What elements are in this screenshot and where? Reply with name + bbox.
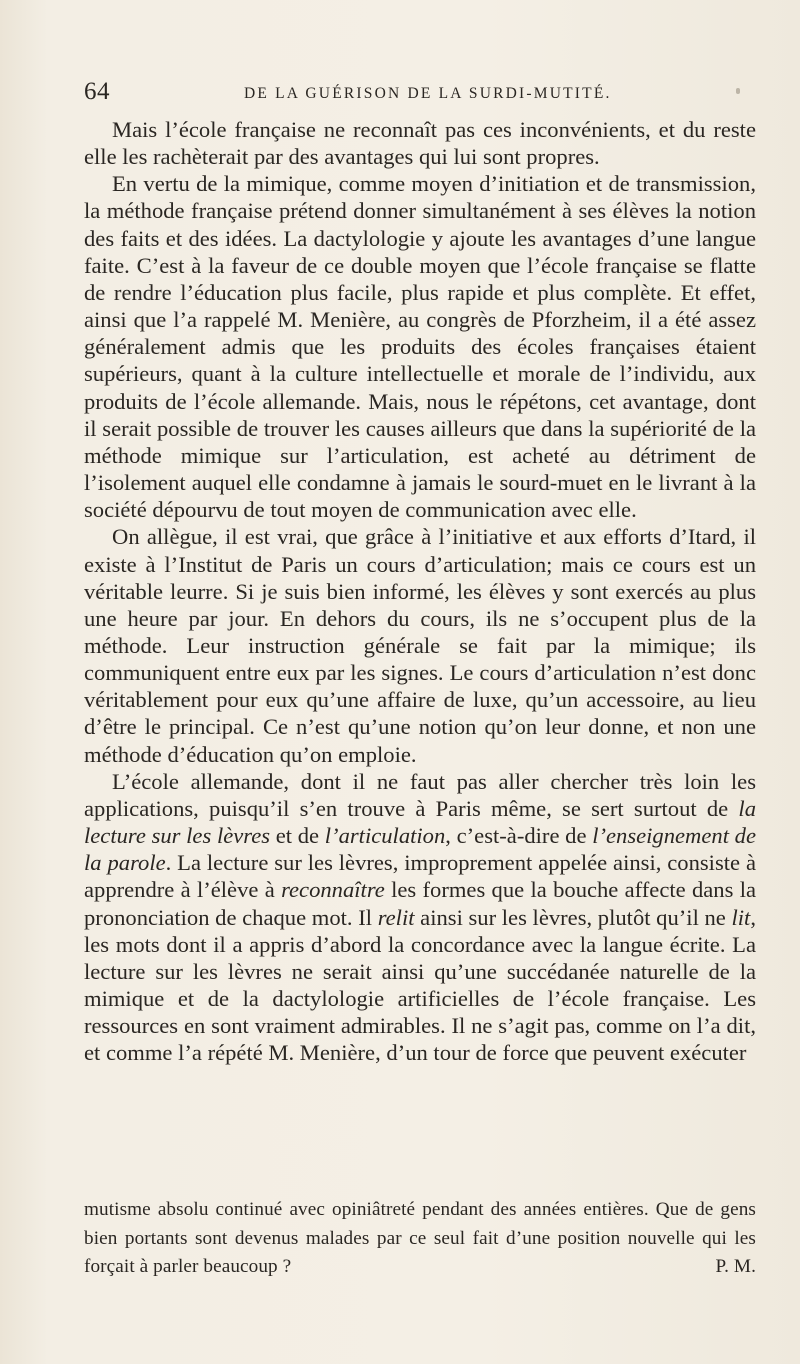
text-run: On allègue, il est vrai, que grâce à l’initiative et aux efforts d’Itard, il existe à l’Institut de Paris un cours d’articulation; mais ce cours est un véritable leurre. Si je suis bien informé, les élèves y sont exercés au plus une heure par jour. En dehors du cours, ils ne s’occupent plus de la méthode. Leur instruction générale se fait par la mimique; ils communiquent entre eux par les signes. Le cours d’articulation n’est donc véritablement pour eux qu’une affaire de luxe, qu’un accessoire, au lieu d’être le principal. Ce n’est qu’une notion qu’on leur donne, et non une méthode d’éducation qu’on emploie. bbox=[84, 524, 756, 767]
footnote bbox=[84, 1196, 756, 1282]
italic-text: l’enseignement de la parole bbox=[84, 823, 756, 876]
italic-text: relit bbox=[377, 904, 415, 930]
paragraph bbox=[84, 523, 756, 767]
footnote-signature: P. M. bbox=[715, 1256, 756, 1277]
text-run: . La lecture sur les lèvres, improprement appelée ainsi, consiste à apprendre à l’élève à bbox=[84, 850, 756, 903]
text-run: ainsi sur les lèvres, plutôt qu’il ne bbox=[414, 904, 732, 930]
page-number: 64 bbox=[84, 78, 110, 105]
footnote-text: mutisme absolu continué avec opiniâtreté pendant des années entières. Que de gens bien portants sont devenus malades par ce seul fait d’une position nouvelle qui les forçait à parler beaucoup ? bbox=[84, 1199, 756, 1277]
page-header bbox=[84, 78, 754, 108]
paragraph bbox=[84, 116, 756, 170]
italic-text: reconnaître bbox=[281, 877, 385, 903]
italic-text: lit bbox=[731, 904, 751, 930]
paragraph bbox=[84, 170, 756, 523]
text-run: , c’est-à-dire de bbox=[445, 823, 593, 849]
body-text bbox=[84, 116, 756, 1066]
text-run: les formes que la bouche affecte dans la prononciation de chaque mot. Il bbox=[84, 877, 756, 930]
text-run: L’école allemande, dont il ne faut pas aller chercher très loin les applications, puisqu’il s’en trouve à Paris même, se sert surtout de bbox=[84, 768, 756, 821]
text-run: Mais l’école française ne reconnaît pas ces inconvénients, et du reste elle les rachèterait par des avantages qui lui sont propres. bbox=[84, 117, 756, 170]
text-run: et de bbox=[270, 823, 325, 849]
italic-text: la lecture sur les lèvres bbox=[84, 795, 756, 849]
text-run: , les mots dont il a appris d’abord la concordance avec la langue écrite. La lecture sur les lèvres ne serait ainsi qu’une succédanée naturelle de la mimique et de la dactylologie artificielles de l’école française. Les ressources en sont vraiment admirables. Il ne s’agit pas, comme on l’a dit, et comme l’a répété M. Menière, d’un tour de force que peuvent exécuter bbox=[84, 904, 756, 1066]
paragraph bbox=[84, 768, 756, 1067]
running-title: DE LA GUÉRISON DE LA SURDI-MUTITÉ. bbox=[244, 85, 612, 102]
text-run: En vertu de la mimique, comme moyen d’initiation et de transmission, la méthode française prétend donner simultanément à ses élèves la notion des faits et des idées. La dactylologie y ajoute les avantages d’une langue faite. C’est à la faveur de ce double moyen que l’école française se flatte de rendre l’éducation plus facile, plus rapide et plus complète. Et effet, ainsi que l’a rappelé M. Menière, au congrès de Pforzheim, il a été assez généralement admis que les produits des écoles françaises étaient supérieurs, quant à la culture intellectuelle et morale de l’individu, aux produits de l’école allemande. Mais, nous le répétons, cet avantage, dont il serait possible de trouver les causes ailleurs que dans la supériorité de la méthode mimique sur l’articulation, est acheté au détriment de l’isolement auquel elle condamne à jamais le sourd-muet en le livrant à la société dépourvu de tout moyen de communication avec elle. bbox=[84, 171, 756, 523]
italic-text: l’articulation bbox=[324, 823, 446, 849]
